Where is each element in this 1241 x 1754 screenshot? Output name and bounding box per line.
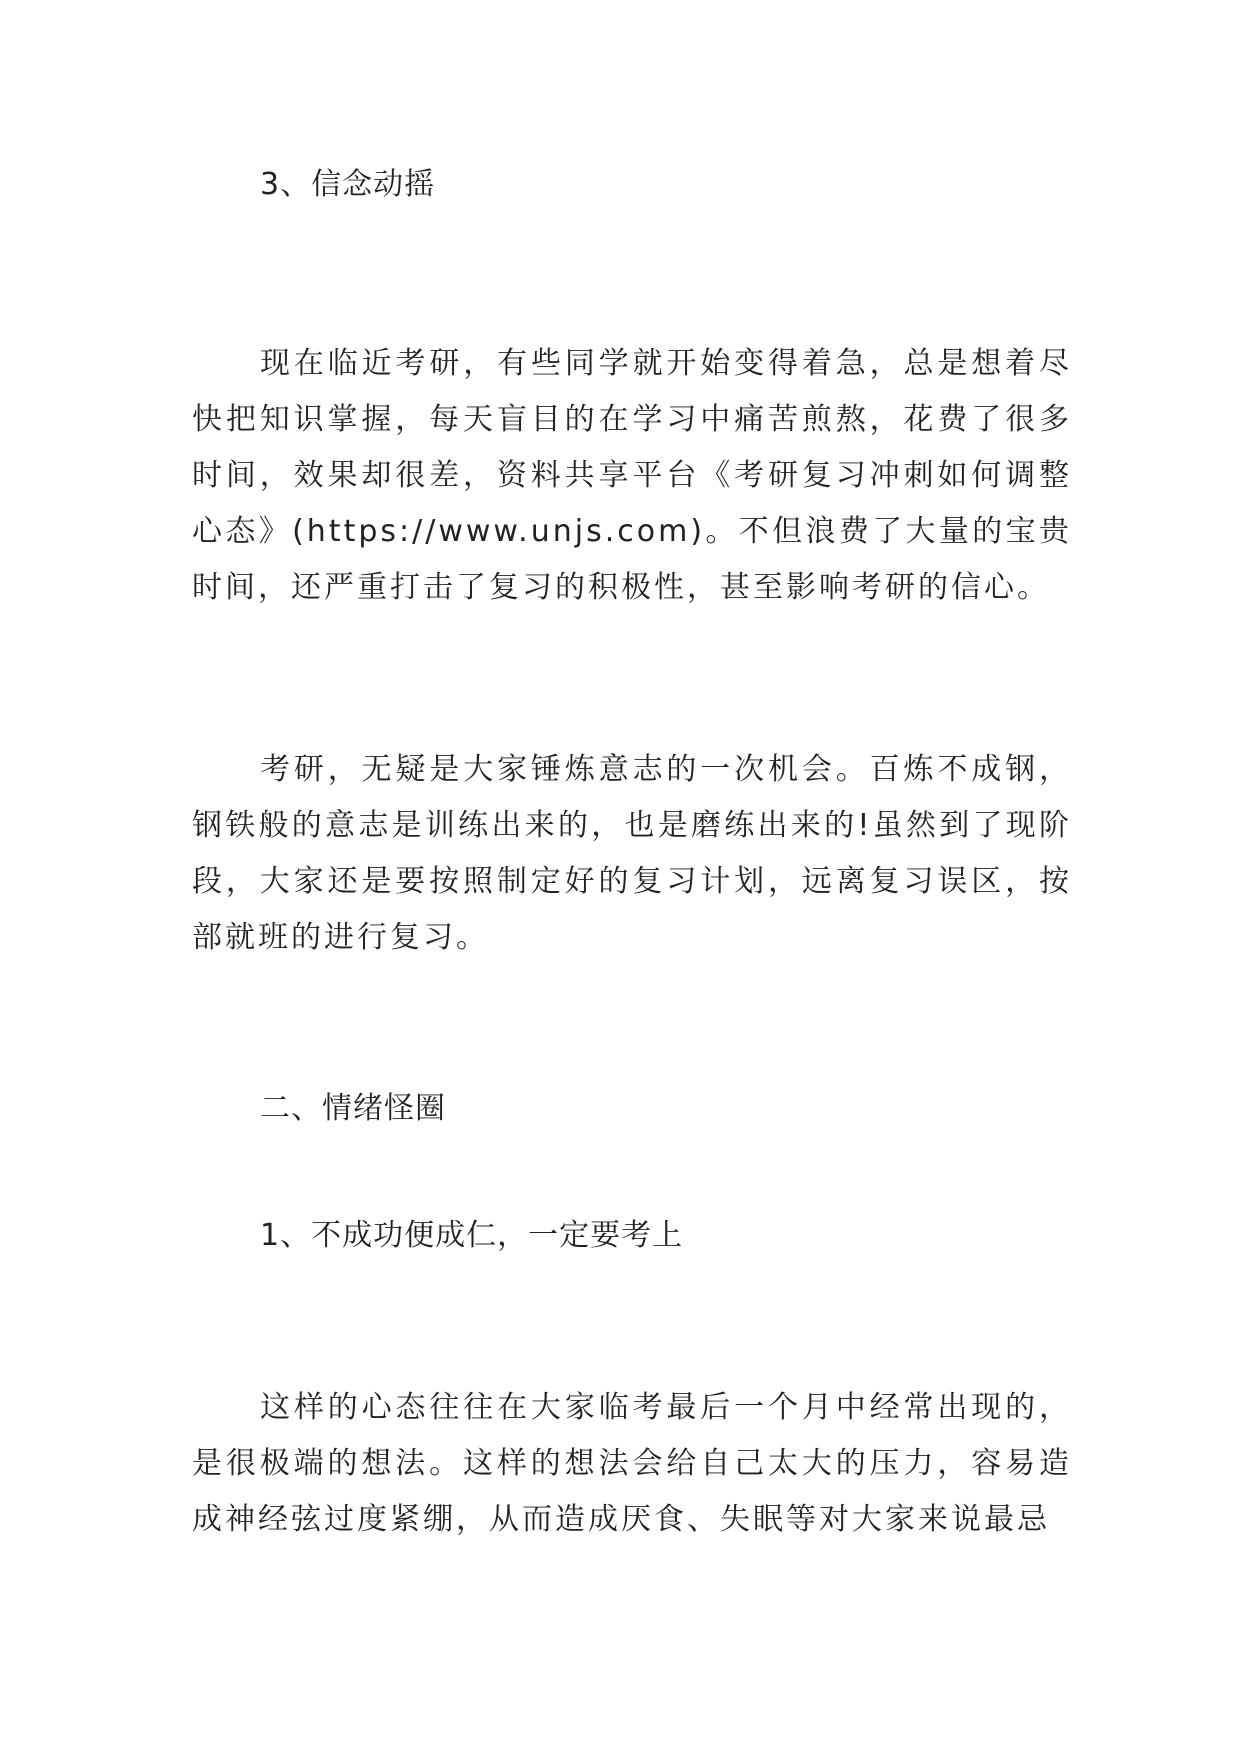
paragraph-anxiety: 现在临近考研，有些同学就开始变得着急，总是想着尽快把知识掌握，每天盲目的在学习中痛苦煎熬，花费了很多时间，效果却很差，资料共享平台《考研复习冲刺如何调整心态》(https://www.unjs.com)。不但浪费了大量的宝贵时间，还严重打击了复习的积极性，甚至影响考研的信心。 [192, 346, 1072, 605]
paragraph-willpower: 考研，无疑是大家锤炼意志的一次机会。百炼不成钢，钢铁般的意志是训练出来的，也是磨练出来的!虽然到了现阶段，大家还是要按照制定好的复习计划，远离复习误区，按部就班的进行复习。 [192, 752, 1072, 955]
paragraph-extreme-mindset: 这样的心态往往在大家临考最后一个月中经常出现的，是很极端的想法。这样的想法会给自己太大的压力，容易造成神经弦过度紧绷，从而造成厌食、失眠等对大家来说最忌 [192, 1390, 1072, 1537]
section-heading-belief-wavering: 3、信念动摇 [260, 167, 436, 202]
subsection-heading-must-succeed: 1、不成功便成仁，一定要考上 [260, 1218, 684, 1253]
section-heading-emotional-cycle: 二、情绪怪圈 [260, 1091, 446, 1126]
